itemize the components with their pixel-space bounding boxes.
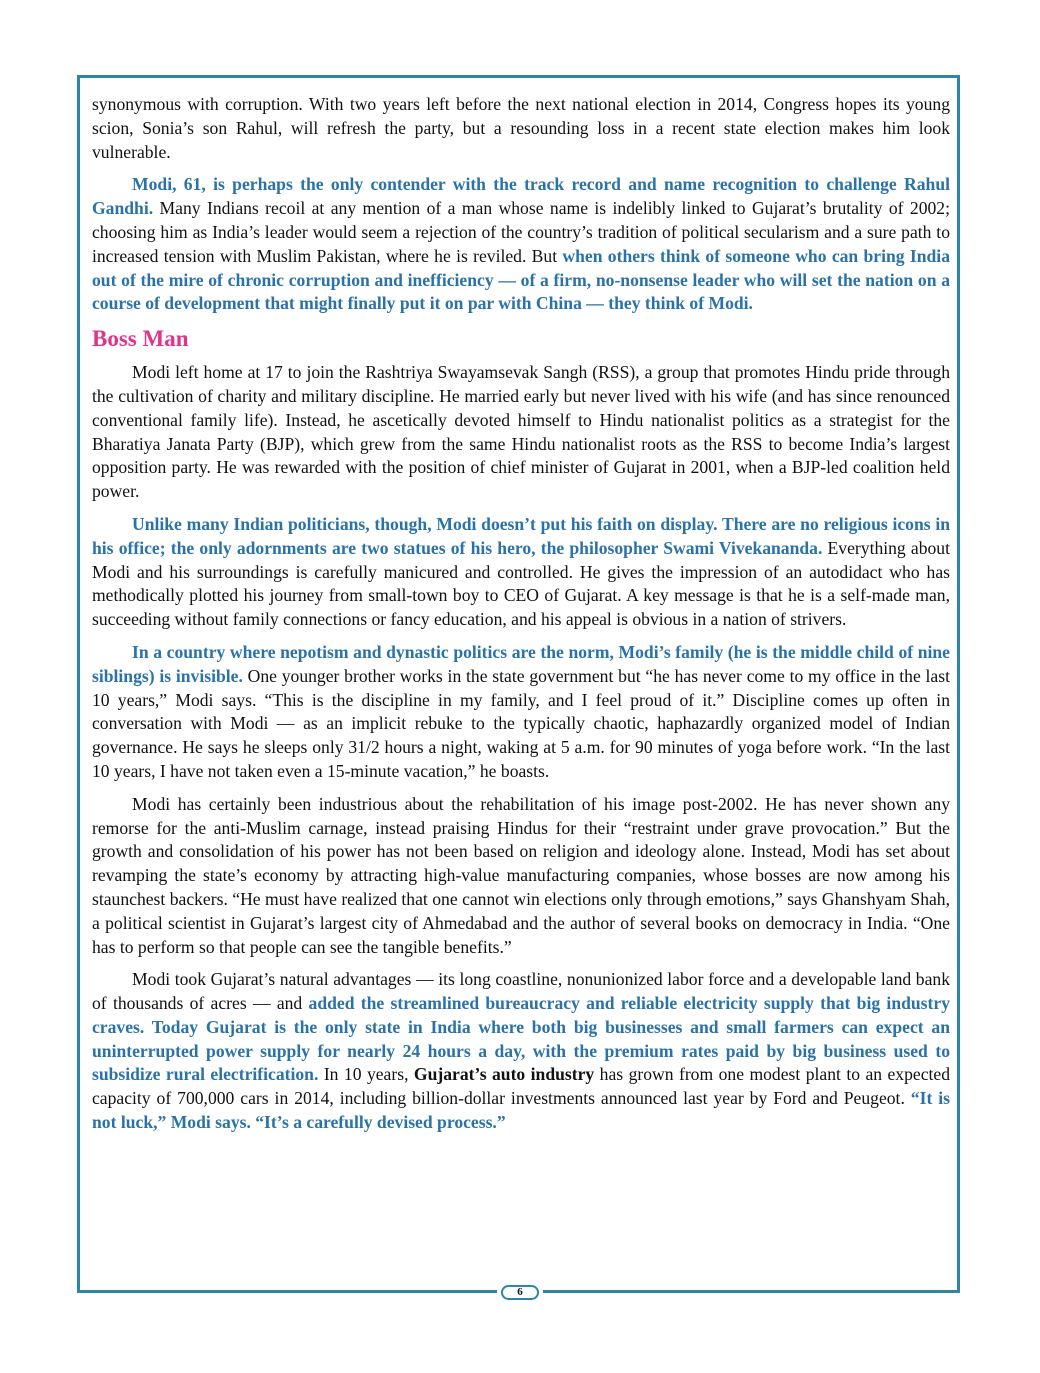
highlight-text: Modi, 61, is perhaps the only contender with the track record and name recognition to challenge Rahul Gandhi. [92,174,950,219]
paragraph-3: Modi left home at 17 to join the Rashtriya Swayamsevak Sangh (RSS), a group that promotes Hindu pride through the cultivation of charity and military discipline. He married early but never lived with his wife (and has since renounced conventional family life). Instead, he ascetically devoted himself to Hindu nationalist politics as a strategist for the Bharatiya Janata Party (BJP), which grew from the same Hindu nationalist roots as the RSS to become India’s largest opposition party. He was rewarded with the position of chief minister of Gujarat in 2001, when a BJP-led coalition held power. [92,362,950,502]
highlight-text: “It is not luck,” Modi says. “It’s a carefully devised process.” [92,1088,950,1133]
body-text: In 10 years, [318,1064,414,1085]
paragraph-4 [92,513,950,632]
body-text: has grown from one modest plant to an expected capacity of 700,000 cars in 2014, including billion-dollar investments announced last year by Ford and Peugeot. [92,1064,951,1109]
highlight-text: In a country where nepotism and dynastic politics are the norm, Modi’s family (he is the middle child of nine siblings) is invisible. [92,641,950,686]
article-body [92,93,950,1144]
page-number-badge [497,1284,543,1303]
body-text: Many Indians recoil at any mention of a man whose name is indelibly linked to Gujarat’s brutality of 2002; choosing him as India’s leader would seem a rejection of the country’s tradition of political secularism and a sure path to increased tension with Muslim Pakistan, where he is reviled. But [92,198,950,266]
body-text: Everything about Modi and his surroundings is carefully manicured and controlled. He gives the impression of an autodidact who has methodically plotted his journey from small-town boy to CEO of Gujarat. A key message is that he is a self-made man, succeeding without family connections or fancy education, and his appeal is obvious in a nation of strivers. [92,537,950,630]
section-heading: Boss Man [92,326,189,352]
page-number: 6 [501,1285,539,1300]
paragraph-7 [92,968,950,1135]
body-text: One younger brother works in the state government but “he has never come to my office in the last 10 years,” Modi says. “This is the discipline in my family, and I feel proud of it.” Discipline comes up often in conversation with Modi — as an implicit rebuke to the typically chaotic, haphazardly organized model of Indian governance. He says he sleeps only 31/2 hours a night, waking at 5 a.m. for 90 minutes of yoga before work. “In the last 10 years, I have not taken even a 15-minute vacation,” he boasts. [92,665,950,781]
paragraph-2 [92,173,950,316]
bold-text: Gujarat’s auto industry [413,1064,595,1085]
paragraph-6: Modi has certainly been industrious about the rehabilitation of his image post-2002. He has never shown any remorse for the anti-Muslim carnage, instead praising Hindus for their “restraint under grave provocation.” But the growth and consolidation of his power has not been based on religion and ideology alone. Instead, Modi has set about revamping the state’s economy by attracting high-value manufacturing companies, whose bosses are now among his staunchest backers. “He must have realized that one cannot win elections only through emotions,” says Ghanshyam Shah, a political scientist in Gujarat’s largest city of Ahmedabad and the author of several books on democracy in India. “One has to perform so that people can see the tangible benefits.” [92,793,950,957]
paragraph-5 [92,641,950,784]
body-text: Modi took Gujarat’s natural advantages — its long coastline, nonunionized labor force and a developable land bank of thousands of acres — and [92,969,950,1014]
highlight-text: when others think of someone who can bring India out of the mire of chronic corruption and inefficiency — of a firm, no-nonsense leader who will set the nation on a course of development that might finally put it on par with China — they think of Modi. [92,245,950,314]
paragraph-1: synonymous with corruption. With two years left before the next national election in 2014, Congress hopes its young scion, Sonia’s son Rahul, will refresh the party, but a resounding loss in a recent state election makes him look vulnerable. [92,94,950,162]
highlight-text: added the streamlined bureaucracy and reliable electricity supply that big industry craves. Today Gujarat is the only state in India where both big businesses and small farmers can expect an uninterrupted power supply for nearly 24 hours a day, with the premium rates paid by big business used to subsidize rural electrification. [92,993,950,1085]
highlight-text: Unlike many Indian politicians, though, Modi doesn’t put his faith on display. There are no religious icons in his office; the only adornments are two statues of his hero, the philosopher Swami Vivekananda. [92,513,950,558]
